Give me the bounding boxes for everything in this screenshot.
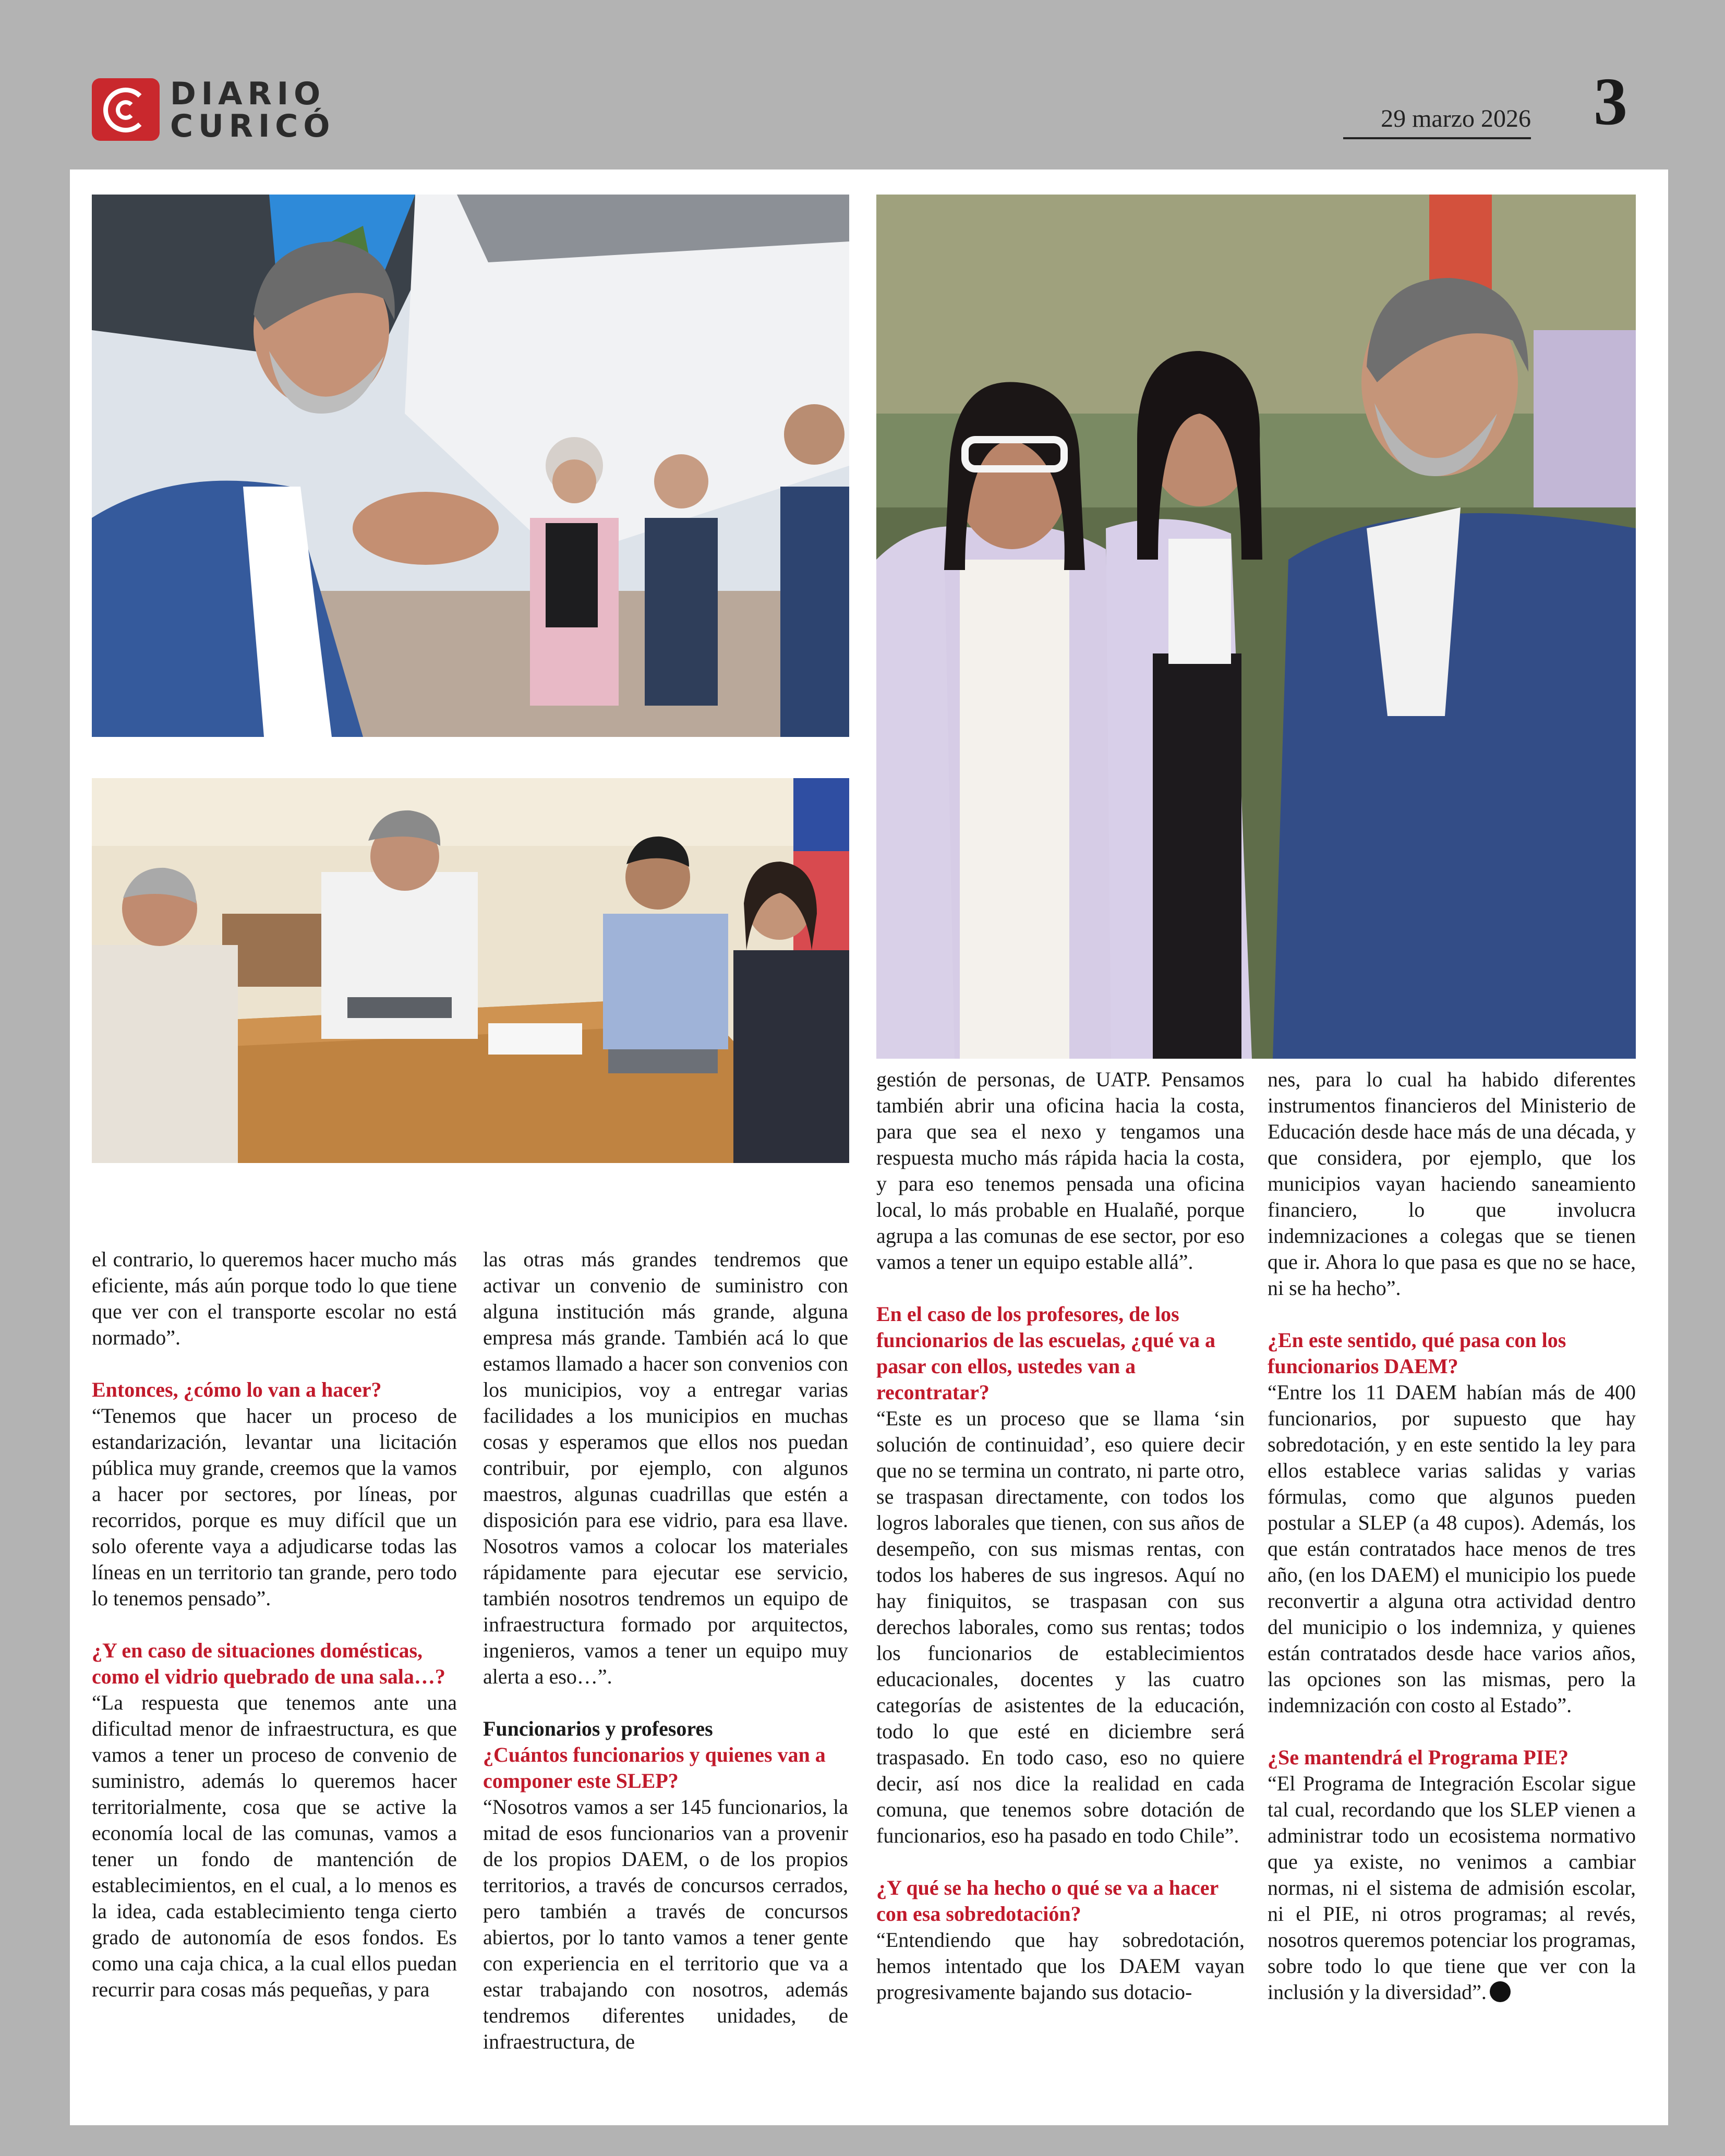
paragraph-final	[1268, 1771, 1636, 2005]
paragraph-final-text: “El Programa de Integración Escolar sigue tal cual, recordando que los SLEP vienen a administrar todo un ecosistema normativo que ya existe, no venimos a cambiar normas, ni el sistema de admisión escolar, ni el PIE, ni otros programas; al revés, nosotros queremos potenciar los programas, sobre todo lo que tiene que ver con la inclusión y la diversidad”.	[1268, 1772, 1636, 2004]
section-subheading: Funcionarios y profesores	[483, 1717, 713, 1740]
paragraph: el contrario, lo queremos hacer mucho más eficiente, más aún porque todo lo que tiene que ver con el transporte escolar no está normado”.	[92, 1247, 457, 1349]
paragraph: “Este es un proceso que se llama ‘sin solución de continuidad’, eso quiere decir que no se termina un contrato, ni parte otro, se traspasan directamente, con todos los logros laborales que tienen, con sus años de desempeño, con sus mismas rentas, con todos los haberes de sus ingresos. Aquí no hay finiquitos, se traspasan con sus derechos laborales, como sus rentas; todos los funcionarios de establecimientos educacionales, docentes y las cuatro categorías de asistentes de la educación, todo lo que esté en diciembre será traspasado. En todo caso, eso no quiere decir, así nos dice la realidad en cada comuna, que tenemos sobre dotación de funcionarios, eso ha pasado en todo Chile”.	[876, 1407, 1245, 1847]
question-heading: ¿Cuántos funcionarios y quienes van a componer este SLEP?	[483, 1743, 826, 1792]
paragraph: “La respuesta que tenemos ante una dificultad menor de infraestructura, es que vamos a tener un proceso de convenio de suministro, además lo queremos hacer territorialmente, cosa que se active la economía local de las comunas, vamos a tener un fondo de mantención de establecimientos, en el cual, a lo menos es la idea, cada establecimiento tenga cierto grado de autonomía de esos fondos. Es como una caja chica, a la cual ellos puedan recurrir para cosas más pequeñas, y para	[92, 1691, 457, 2001]
paragraph: gestión de personas, de UATP. Pensamos también abrir una oficina hacia la costa, para que sea el nexo y tengamos una respuesta mucho más rápida hacia la costa, y para eso tenemos pensada una oficina local, lo más probable en Hualañé, porque agrupa a las comunas de ese sector, por eso vamos a tener un equipo estable allá”.	[876, 1068, 1245, 1274]
photo-outdoor-conversation	[92, 195, 849, 737]
page-number: 3	[1594, 64, 1627, 139]
paragraph: nes, para lo cual ha habido diferentes instrumentos financieros del Ministerio de Educación desde hace más de una década, y que considera, por ejemplo, que los municipios vayan haciendo saneamiento financiero, lo que involucra indemnizaciones a colegas que se tienen que ir. Ahora lo que pasa es que no se hace, ni se ha hecho”.	[1268, 1068, 1636, 1300]
issue-date: 29 marzo 2026	[1343, 104, 1531, 139]
question-heading: En el caso de los profesores, de los funcionarios de las escuelas, ¿qué va a pasar con ellos, ustedes van a recontratar?	[876, 1302, 1216, 1404]
article-column-1	[92, 1246, 457, 2003]
paragraph: las otras más grandes tendremos que activar un convenio de suministro con alguna institución más grande, alguna empresa más grande. También acá lo que estamos llamado a hacer son convenios con los municipios, voy a entregar varias facilidades a los municipios en muchas cosas y esperamos que ellos nos puedan contribuir, por ejemplo, con algunos maestros, algunas cuadrillas que estén a disposición para ese vidrio, para esa llave. Nosotros vamos a colocar los materiales rápidamente para ejecutar ese servicio, también nosotros tendremos un equipo de infraestructura formado por arquitectos, ingenieros, vamos a tener un equipo muy alerta a eso…”.	[483, 1247, 848, 1688]
question-heading: ¿En este sentido, qué pasa con los funcionarios DAEM?	[1268, 1328, 1566, 1378]
article-column-3	[876, 1067, 1245, 2005]
paragraph: “Entre los 11 DAEM habían más de 400 funcionarios, por supuesto que hay sobredotación, y en este sentido la ley para ellos establece varias salidas y varias fórmulas, como que algunos pueden postular a SLEP (a 48 cupos). Además, los que están contratados hace menos de tres año, (en los DAEM) el municipio los puede reconvertir a alguna otra actividad dentro del municipio o los indemniza, y quienes están contratados desde hace varios años, las opciones son las mismas, pero la indemnización con costo al Estado”.	[1268, 1380, 1636, 1717]
end-of-article-icon	[1490, 1981, 1511, 2002]
logo-text-curico: CURICÓ	[170, 108, 335, 144]
article-column-2	[483, 1246, 848, 2055]
paragraph: “Nosotros vamos a ser 145 funcionarios, la mitad de esos funcionarios van a provenir de los propios DAEM, o de los propios territorios, a través de concursos cerrados, pero también a través de concursos abiertos, por lo tanto vamos a tener gente con experiencia en el territorio que va a estar trabajando con nosotros, además tendremos diferentes unidades, de infraestructura, de	[483, 1795, 848, 2053]
question-heading: Entonces, ¿cómo lo van a hacer?	[92, 1378, 382, 1401]
article-column-4	[1268, 1067, 1636, 2005]
logo-text-diario: DIARIO	[170, 76, 326, 112]
page-header	[0, 0, 1725, 167]
question-heading: ¿Se mantendrá el Programa PIE?	[1268, 1746, 1569, 1769]
question-heading: ¿Y qué se ha hecho o qué se va a hacer con esa sobredotación?	[876, 1876, 1219, 1925]
diario-curico-logo-icon	[92, 78, 160, 141]
article-page	[70, 169, 1668, 2125]
photo-meeting-table	[92, 778, 849, 1163]
paragraph: “Tenemos que hacer un proceso de estandarización, levantar una licitación pública muy grande, creemos que la vamos a hacer por sectores, por líneas, por recorridos, porque es muy difícil que un solo oferente vaya a adjudicarse todas las líneas en un territorio tan grande, pero todo lo tenemos pensado”.	[92, 1404, 457, 1610]
photo-three-people	[876, 195, 1636, 1059]
paragraph: “Entendiendo que hay sobredotación, hemos intentado que los DAEM vayan progresivamente bajando sus dotacio-	[876, 1928, 1245, 2004]
question-heading: ¿Y en caso de situaciones domésticas, como el vidrio quebrado de una sala…?	[92, 1639, 445, 1688]
